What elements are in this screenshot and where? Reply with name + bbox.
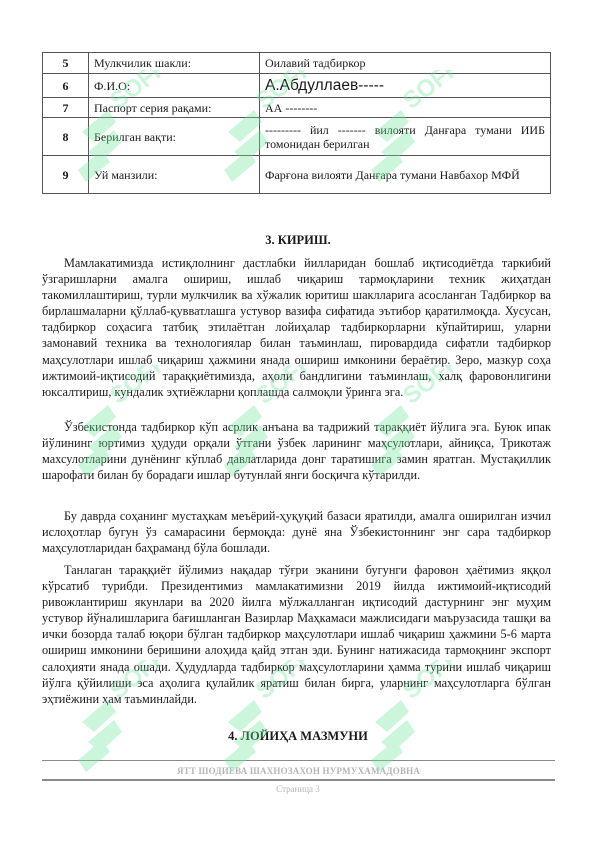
row-value: АА -------- <box>260 98 551 118</box>
intro-body <box>42 419 551 483</box>
footer-author: ЯТТ ШОДИЕВА ШАХНОЗАХОН НУРМУХАМАДОВНА <box>176 766 421 776</box>
svg-text:SOFF: SOFF <box>251 365 308 410</box>
paragraph: Танлаган тараққиёт йўлимиз нақадар тўғри эканини бугунги фаровон ҳаётимиз яққол кўрсатиб турибди. Президентимиз мамлакатимизни 2019 йилда ижтимоий-иқтисодий ривожлантириш якунлари ва 2020 йилга мўлжалланган иқтисодий дастурнинг энг муҳим устувор йўналишларига бағишланган Вазирлар Маҳкамаси мажлисидаги маърузасида ташқи ва ички бозорда талаб юқори бўлган тадбиркор маҳсулотлари ишлаб чиқариш ҳажмини 5-6 марта ошириш имконини беришини алоҳида қайд этган эди. Бунинг натижасида тармоқнинг экспорт салоҳияти янада ошади. Ҳудудларда тадбиркор маҳсулотларини ҳамма турини ишлаб чиқариш йўлга қўйилиши эса аҳолига қулайлик яратиш билан бирга, уларнинг маҳсулотларга бўлган эҳтиёжини ҳам таъминлайди. <box>42 563 551 706</box>
svg-text:SOFF: SOFF <box>251 70 308 115</box>
paragraph: Ўзбекистонда тадбиркор кўп асрлик анъана ва тадрижий тараққиёт йўлига эга. Буюк ипак йўлининг юртимиз ҳудуди орқали ўтгани ўзбек ларининг маҳсулотлари, айниқса, Трикотаж махсулотларини дунёнинг кўплаб давлатларида донг таратишига замин яратган. Мустақиллик шарофати билан бу борадаги ишлар бутунлай янги босқичга кўтарилди. <box>42 420 551 483</box>
svg-text:SOFF: SOFF <box>105 365 162 410</box>
row-value: Фарғона вилояти Данғара тумани Навбахор МФЙ <box>260 156 551 194</box>
intro-body <box>42 562 551 707</box>
row-label: Уй манзили: <box>89 156 260 194</box>
row-label: Паспорт серия рақами: <box>89 98 260 118</box>
row-label: Мулкчилик шакли: <box>89 53 260 74</box>
row-value: А.Абдуллаев----- <box>260 74 551 98</box>
row-number: 7 <box>43 98 89 118</box>
intro-body <box>42 255 551 400</box>
intro-body <box>42 508 551 556</box>
row-value: Оилавий тадбиркор <box>260 53 551 74</box>
info-table <box>42 52 551 194</box>
footer-divider <box>42 779 555 781</box>
svg-text:SOFF: SOFF <box>105 70 162 115</box>
intro-heading: 3. КИРИШ. <box>265 233 331 247</box>
row-number: 8 <box>43 118 89 156</box>
table-row <box>43 74 551 98</box>
row-number: 9 <box>43 156 89 194</box>
row-label: Берилган вақти: <box>89 118 260 156</box>
row-number: 6 <box>43 74 89 98</box>
page-number: Страница 3 <box>276 784 320 794</box>
table-row <box>43 118 551 156</box>
svg-text:SOFF: SOFF <box>398 70 455 115</box>
svg-text:SOFF: SOFF <box>398 660 455 705</box>
table-row <box>43 53 551 74</box>
svg-text:SOFF: SOFF <box>105 660 162 705</box>
svg-text:SOFF: SOFF <box>251 660 308 705</box>
paragraph: Мамлакатимизда истиқлолнинг дастлабки йилларидан бошлаб иқтисодиётда таркибий ўзгаришларни амалга ошириш, ишлаб чиқариш тармоқларини техник жиҳатдан такомиллаштириш, турли мулкчилик ва хўжалик юритиш шаклларига асосланган Тадбиркор ва бирлашмаларни қўллаб-қувватлашга устувор вазифа сифатида эътибор қаратилмоқда. Хусусан, тадбиркор соҳасига татбиқ этилаётган лойиҳалар тадбиркорларни кўпайтириш, уларни замонавий техника ва технологиялар билан таъминлаш, пировардида сифатли тадбиркор маҳсулотлари ишлаб чиқариш ҳажмини янада ошириш имконини бераётир. Зеро, мазкур соҳа ижтимоий-иқтисодий тараққиётимизда, аҳоли бандлигини таъминлаш, халқ фаровонлигини юксалтириш, кундалик эҳтиёжларни қоплашда салмоқли ўринга эга. <box>42 256 551 399</box>
paragraph: Бу даврда соҳанинг мустаҳкам меъёрий-ҳуқуқий базаси яратилди, амалга оширилган изчил ислоҳотлар бугун ўз самарасини бермоқда: дунё яна Ўзбекистоннинг энг сара тадбиркор маҳсулотларидан баҳраманд бўла бошлади. <box>42 509 551 556</box>
row-label: Ф.И.О: <box>89 74 260 98</box>
row-number: 5 <box>43 53 89 74</box>
row-value: --------- йил ------- вилояти Данғара тумани ИИБ томонидан берилган <box>260 118 551 156</box>
footer-divider <box>42 760 555 761</box>
table-row <box>43 98 551 118</box>
table-row <box>43 156 551 194</box>
content-heading: 4. ЛОЙИҲА МАЗМУНИ <box>228 729 368 743</box>
svg-text:SOFF: SOFF <box>398 365 455 410</box>
